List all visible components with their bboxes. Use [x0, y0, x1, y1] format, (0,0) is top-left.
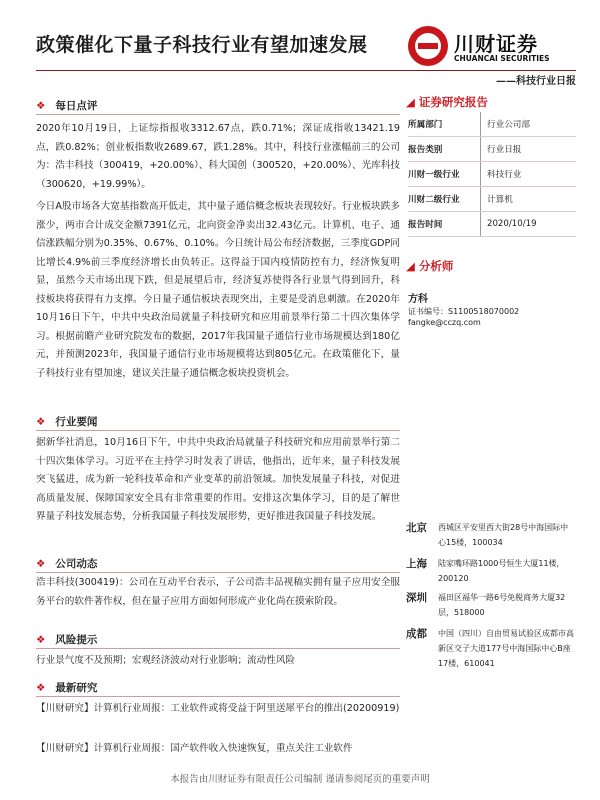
diamond-bullet-icon: ❖ [36, 416, 46, 428]
address-city-beijing: 北京 [406, 522, 427, 534]
triangle-bullet-icon: ◢ [406, 259, 415, 273]
page-footer: 本报告由川财证券有限责任公司编制 谨请参阅尾页的重要声明 [170, 774, 430, 785]
section-title-latest: ❖ 最新研究 [36, 682, 98, 694]
industry-paragraph: 据新华社消息，10月16日下午，中共中央政治局就量子科技研究和应用前景举行第二十四次集体学习。习近平在主持学习时发表了讲话，他指出，近年来，量子科技发展突飞猛进，成为新一轮科技革命和产业变革的前沿领域。加快发展量子科技，对促进高质量发展、保障国家安全具有非常重要的作用。安排这次集体学习，目的是了解世界量子科技发展态势，分析我国量子科技发展形势，更好推进我国量子科技发展。 [36, 437, 400, 522]
report-title: 政策催化下量子科技行业有望加速发展 [36, 34, 368, 56]
address-beijing: 西城区平安里西大街28号中海国际中心15楼，100034 [438, 523, 569, 547]
analyst-name: 方科 [408, 294, 428, 305]
company-logo [408, 26, 578, 72]
analyst-email[interactable]: fangke@cczq.com [408, 318, 481, 327]
analyst-heading: ◢ 分析师 [406, 259, 454, 273]
section-divider [36, 648, 400, 649]
section-title-risk: ❖ 风险提示 [36, 634, 98, 646]
info-row: 川财二级行业 计算机 [408, 187, 576, 212]
address-chengdu: 中国（四川）自由贸易试验区成都市高新区交子大道177号中海国际中心B座17楼，610041 [438, 629, 574, 668]
diamond-bullet-icon: ❖ [36, 100, 46, 112]
section-divider [36, 114, 400, 115]
risk-paragraph: 行业景气度不及预期；宏观经济波动对行业影响；流动性风险 [36, 655, 296, 666]
section-divider [36, 572, 400, 573]
report-subtitle: ——科技行业日报 [496, 76, 576, 87]
company-paragraph: 浩丰科技(300419)：公司在互动平台表示，子公司浩丰品视稿实拥有量子应用安全服务平台的软件著作权，但在量子应用方面如何形成产业化尚在摸索阶段。 [36, 577, 400, 607]
logo-mark-icon [408, 26, 448, 66]
info-row: 川财一级行业 科技行业 [408, 162, 576, 187]
section-title-industry: ❖ 行业要闻 [36, 416, 98, 428]
daily-paragraph-2: 今日A股市场各大宽基指数高开低走，其中量子通信概念板块表现较好。行业板块跌多涨少，两市合计成交金额7391亿元，北向资金净卖出32.43亿元。计算机、电子、通信涨跌幅分别为0.35%、0.67%、0.10%。今日统计局公布经济数据，三季度GDP同比增长4.9%前三季度经济增长由负转正。这得益于国内疫情防控有力，经济恢复明显，虽然今天市场出现下跌，但是展望后市，经济复苏使得各行业景气得到回升，科技板块将获得有力支撑。今日量子通信板块表现突出，主要是受消息刺激。在2020年10月16日下午，中共中央政治局就量子科技研究和应用前景举行第二十四次集体学习。根据前瞻产业研究院发布的数据，2017年我国量子通信行业市场规模达到180亿元，并预测2023年，我国量子通信行业市场规模将达到805亿元。在政策催化下，量子科技行业有望加速，建议关注量子通信概念板块投资机会。 [36, 201, 400, 379]
section-title-company: ❖ 公司动态 [36, 558, 98, 570]
address-city-shenzhen: 深圳 [406, 592, 427, 604]
address-shanghai: 陆家嘴环路1000号恒生大厦11楼，200120 [438, 559, 565, 583]
header-divider [36, 70, 576, 71]
latest-report-link[interactable]: 【川财研究】计算机行业周报：国产软件收入快速恢复，重点关注工业软件 [36, 743, 353, 754]
daily-paragraph-1: 2020年10月19日，上证综指报收3312.67点，跌0.71%；深证成指收13421.19点，跌0.82%；创业板指数收2689.67，跌1.28%。其中，科技行业涨幅前三的公司为：浩丰科技（300419，+20.00%）、科大国创（300520，+20.00%）、光库科技（300620，+19.99%）。 [36, 123, 400, 190]
address-shenzhen: 福田区福华一路6号免税商务大厦32层，518000 [438, 593, 566, 617]
analyst-certificate: 证书编号：S1100518070002 [408, 307, 520, 316]
diamond-bullet-icon: ❖ [36, 558, 46, 570]
diamond-bullet-icon: ❖ [36, 634, 46, 646]
section-divider [36, 696, 400, 697]
triangle-bullet-icon: ◢ [406, 95, 415, 109]
address-city-chengdu: 成都 [406, 628, 427, 640]
report-info-table [408, 112, 576, 237]
logo-english-text: CHUANCAI SECURITIES [454, 54, 550, 63]
address-city-shanghai: 上海 [406, 558, 427, 570]
info-row: 所属部门 行业公司部 [408, 112, 576, 137]
research-report-heading: ◢ 证券研究报告 [406, 95, 488, 109]
latest-report-link[interactable]: 【川财研究】计算机行业周报：工业软件或将受益于阿里送犀平台的推出(20200919) [36, 703, 400, 714]
logo-chinese-text: 川财证券 [454, 32, 538, 56]
section-title-daily: ❖ 每日点评 [36, 100, 98, 112]
info-row: 报告时间 2020/10/19 [408, 212, 576, 237]
info-row: 报告类别 行业日报 [408, 137, 576, 162]
diamond-bullet-icon: ❖ [36, 682, 46, 694]
section-divider [36, 430, 400, 431]
